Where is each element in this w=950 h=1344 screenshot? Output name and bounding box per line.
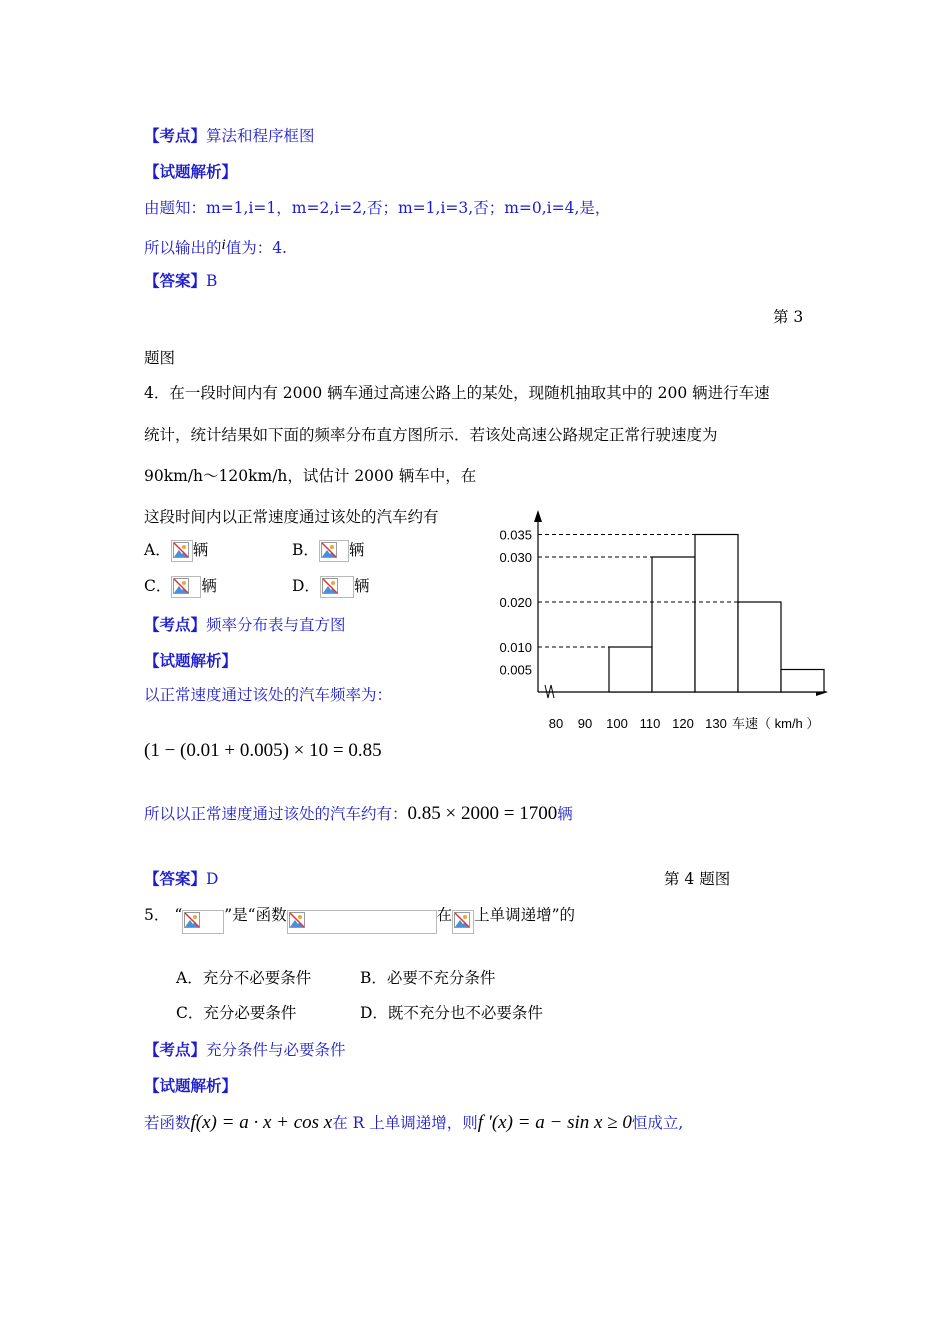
- q3-solution-line1: 由题知：m=1,i=1，m=2,i=2,否；m=1,i=3,否；m=0,i=4,是，: [144, 199, 611, 217]
- option-letter: D．: [292, 577, 320, 595]
- x-tick-label: 100: [606, 716, 628, 731]
- q4-jiexi-label: 【试题解析】: [144, 651, 238, 670]
- broken-image-icon: [320, 576, 354, 598]
- q4-sol2-text: 所以以正常速度通过该处的汽车约有：: [144, 805, 408, 823]
- q4-figure-caption: 第 4 题图: [664, 870, 731, 888]
- y-tick-label: 0.010: [499, 640, 532, 655]
- x-tick-label: 80: [548, 716, 564, 731]
- q5-option-b: B．必要不充分条件: [360, 969, 496, 987]
- option-unit: 辆: [201, 577, 217, 595]
- broken-image-icon: [452, 910, 474, 934]
- answer-label: 【答案】: [144, 869, 207, 888]
- q3-line2-a: 所以输出的: [144, 239, 222, 257]
- q5-stem-d: 上单调递增”的: [474, 906, 576, 924]
- broken-image-icon: [287, 910, 437, 934]
- q5-formula-fprime: f '(x) = a − sin x ≥ 0: [477, 1112, 632, 1133]
- q5-number: 5．: [144, 906, 170, 924]
- q4-stem-line1: 4．在一段时间内有 2000 辆车通过高速公路上的某处，现随机抽取其中的 200 辆进行车速: [144, 384, 770, 402]
- y-axis-arrow: [534, 510, 542, 522]
- q3-line2-b: 值为：4.: [225, 239, 287, 257]
- histogram-bar: [738, 602, 781, 692]
- q5-sol-c: 恒成立,: [631, 1114, 684, 1132]
- kaodian-text: 充分条件与必要条件: [206, 1041, 346, 1059]
- histogram-bar: [695, 535, 738, 693]
- broken-image-icon: [319, 540, 349, 562]
- q5-stem-c: 在: [436, 906, 453, 924]
- q4-formula-2: 0.85 × 2000 = 1700: [407, 803, 558, 824]
- option-letter: B．: [292, 541, 319, 559]
- q5-formula-f: f(x) = a · x + cos x: [190, 1112, 333, 1133]
- q4-stem-line2: 统计，统计结果如下面的频率分布直方图所示．若该处高速公路规定正常行驶速度为: [144, 426, 718, 444]
- q5-stem: [144, 904, 575, 934]
- q3-answer: [144, 270, 217, 292]
- q4-sol2-unit: 辆: [557, 805, 573, 823]
- kaodian-text: 频率分布表与直方图: [206, 616, 346, 634]
- answer-value: D: [206, 870, 219, 888]
- x-tick-label: 90: [577, 716, 593, 731]
- q4-kaodian: [144, 614, 346, 636]
- answer-value: B: [206, 272, 218, 290]
- q5-option-a: A．充分不必要条件: [176, 969, 312, 987]
- y-tick-label: 0.020: [499, 595, 532, 610]
- x-tick-label: 110: [639, 716, 661, 731]
- q3-solution-line2: [144, 234, 287, 259]
- x-tick-label: 130: [705, 716, 727, 731]
- q5-jiexi-label: 【试题解析】: [144, 1076, 238, 1095]
- kaodian-label: 【考点】: [144, 1040, 207, 1059]
- q5-stem-a: “: [174, 906, 183, 924]
- histogram-bar: [781, 670, 824, 693]
- q4-option-c: [144, 575, 217, 598]
- y-tick-label: 0.030: [499, 550, 532, 565]
- kaodian-text: 算法和程序框图: [206, 127, 315, 145]
- q4-solution-line1: 以正常速度通过该处的汽车频率为：: [144, 686, 393, 704]
- y-tick-label: 0.035: [499, 527, 532, 543]
- q4-option-a: [144, 539, 208, 562]
- q4-stem-line4: 这段时间内以正常速度通过该处的汽车约有: [144, 508, 439, 526]
- x-axis-label: 车速（ km/h ）: [732, 716, 820, 731]
- option-unit: 辆: [353, 577, 370, 595]
- q5-solution-line: [144, 1112, 683, 1134]
- q4-solution-line2: [144, 803, 573, 825]
- q5-sol-a: 若函数: [144, 1114, 191, 1132]
- broken-image-icon: [171, 540, 193, 562]
- x-tick-label: 120: [672, 716, 694, 731]
- q3-kaodian: [144, 125, 315, 147]
- q5-option-c: C．充分必要条件: [176, 1004, 297, 1022]
- histogram-bar: [609, 647, 652, 692]
- q5-kaodian: [144, 1039, 346, 1061]
- q4-formula-1: (1 − (0.01 + 0.005) × 10 = 0.85: [144, 740, 382, 761]
- q5-stem-b: ”是“函数: [224, 906, 287, 924]
- q4-option-b: [292, 539, 364, 562]
- option-letter: A．: [144, 541, 171, 559]
- q3-var-i: i: [221, 237, 226, 253]
- q4-answer: [144, 868, 218, 890]
- broken-image-icon: [171, 576, 201, 598]
- q4-stem-line3: 90km/h～120km/h，试估计 2000 辆车中，在: [144, 467, 477, 485]
- option-letter: C．: [144, 577, 172, 595]
- q5-option-d: D．既不充分也不必要条件: [360, 1004, 543, 1022]
- q3-jiexi-label: 【试题解析】: [144, 162, 238, 181]
- option-unit: 辆: [192, 541, 209, 559]
- q4-option-d: [292, 575, 369, 598]
- frequency-histogram: [488, 505, 838, 740]
- q3-figure-caption-a: 第 3: [773, 308, 804, 326]
- answer-label: 【答案】: [144, 271, 207, 290]
- axis-break-mark: [545, 685, 554, 698]
- y-tick-label: 0.005: [499, 662, 532, 678]
- q5-sol-b: 在 R 上单调递增，则: [332, 1114, 478, 1132]
- q3-figure-caption-b: 题图: [144, 349, 176, 367]
- option-unit: 辆: [348, 541, 365, 559]
- broken-image-icon: [182, 910, 224, 934]
- kaodian-label: 【考点】: [144, 126, 207, 145]
- kaodian-label: 【考点】: [144, 615, 207, 634]
- histogram-bar: [652, 557, 695, 692]
